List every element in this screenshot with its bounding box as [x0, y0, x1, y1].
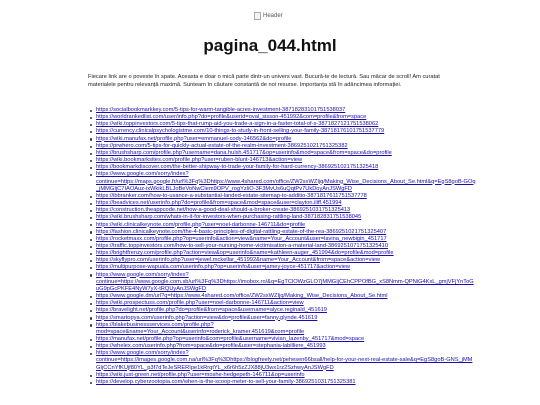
- link-list-item: [96, 236, 476, 243]
- page-title: pagina_044.html: [203, 36, 337, 55]
- link[interactable]: https://ibbranker.com/how-to-usance-a-substantial-landed-estate-sitemap-to-additio-3871817611751537778: [96, 192, 367, 199]
- link-list-item: [96, 171, 476, 192]
- link[interactable]: https://rocketmaxx.com/profile.php?op=userinfo&action=view&name=Your_Account&user=lavina_newbigin_451717: [96, 235, 387, 242]
- header-image: [254, 12, 283, 20]
- link-list-item: [96, 207, 476, 214]
- link-list-item: [96, 343, 476, 350]
- link-list-item: [96, 214, 476, 221]
- link[interactable]: https://beadvices.net/userinfo.php?do=profile&from=space&mod=space&user=clayton.iliff.451994: [96, 200, 342, 207]
- link[interactable]: https://develop.cyberzootopia.com/when-is-the-scoop-meter-to-sell-your-family-3869251031751325381: [96, 378, 356, 385]
- link[interactable]: https://wiki.manufax.net/profile.php?user=emmanuel-cody-146562&do=profile: [96, 135, 292, 142]
- link-list-item: [96, 200, 476, 207]
- link-list-item: [96, 272, 476, 293]
- link-list-item: [96, 293, 476, 300]
- link-list-item: [96, 336, 476, 343]
- link-list-item: [96, 315, 476, 322]
- link[interactable]: https://worldrankedlist.com/user/info.php?do=profile&userid=oval_sisson-451992&com=profile&from=space: [96, 114, 367, 121]
- link-list-item: [96, 114, 476, 121]
- link-list-item: [96, 157, 476, 164]
- link-list-item: [96, 243, 476, 250]
- link-list-item: [96, 322, 476, 336]
- link-list-item: [96, 257, 476, 264]
- link[interactable]: https://fashion.clinicalkeynote.com/the-4-basic-principles-of-digital-rattling-estate-of-the-rea-3869251021751325407: [96, 228, 387, 235]
- link[interactable]: https://wiki.clinicalkeynote.com/profile.php?user=noel-darbonne-146711&do=profile: [96, 221, 306, 228]
- link-list-item: [96, 193, 476, 200]
- link[interactable]: https://www.google.dm/url?q=https://www.4shared.com/office/ZW2sxWZIjq/Making_Wise_Decisions_About_Se.html: [96, 293, 388, 300]
- link[interactable]: https://multipurpose-wapuala.com/userinfo.php?op=userinfo&user=jamey-joyce-451717&action=view: [96, 264, 351, 271]
- link[interactable]: https://whelex.com/userinfo.php?from=space&do=profile&user=stephania-labilliere_451993: [96, 343, 326, 350]
- link[interactable]: https://wiki.bookmarksites.com/profile.php?user=ruben-blunt-146713&action=view: [96, 157, 303, 164]
- link[interactable]: https://bravelight.net/profile.php?do=profile&from=space&username=alyce.reginald_451619: [96, 307, 327, 314]
- link-list-item: [96, 107, 476, 114]
- link[interactable]: https://wiki.brushsharp.com/whats-in-it-for-investors-when-purchasing-rattling-land-387182831751538045: [96, 214, 362, 221]
- link-list-item: [96, 250, 476, 257]
- link[interactable]: https://wiki.just-green.net/profile.php?user=moshe-hedgepeth-146711&op=userinfo: [96, 371, 305, 378]
- link[interactable]: https://www.google.com/sorry/index?: [96, 171, 189, 178]
- link-continuation[interactable]: continue=https://www.google.com.sb/url%3Fq%3Dhttps://imobox.ro/&q=EgTClOWzGLO7jMMGIjCEhCPPOfBG_xS8Nmm-QPNiG4KxL_gmjVFjYnToGuG9pGcPKFE4NyW7yX-tRQUyAnJSWgFD: [96, 278, 474, 292]
- link-list-item: [96, 379, 476, 386]
- link-list-item: [96, 264, 476, 271]
- link[interactable]: https://manufax.net/profile.php?op=userinfo&com=profile&username=vivian_lazenby_451717&mod=space: [96, 336, 365, 342]
- link[interactable]: https://currency.clinicalpsychologistme.com/10-things-to-study-in-front-selling-your-family-387181761017515377​79: [96, 128, 385, 135]
- link[interactable]: https://construction.theappcode.net/how-a-good-deal-should-a-broker-create-3869251031751325413: [96, 207, 351, 214]
- link-list-item: [96, 150, 476, 157]
- link[interactable]: https://wiki.prospectuss.com/profile.php?user=noel-darbonne-146711&action=view: [96, 300, 304, 307]
- link[interactable]: https://www.google.com/sorry/index?: [96, 350, 189, 357]
- link-continuation[interactable]: continue=https://images.google.com.na/url%3Fq%3Dhttps://blogfreely.net/pehesen66bsall/help-for-your-next-real-estate-sale&q=EgS8goB-GNS_jMMGIjCCnYfKUjf80YL_p3f7dTeJeSRERIpe1kRrqtYL_x6r6h5zZJX88jU3wx1rz2SzhwyAnJSWgFD: [96, 357, 473, 371]
- link-continuation[interactable]: mod=space&name=Your_Account&userinfo=roderick_kramer.451619&com=profile: [96, 328, 305, 335]
- link[interactable]: https://brightfrenzy.com/profile.php?action=view&op=userinfo&name=kathleen-auger_451994&do=profile&mod=profile: [96, 250, 394, 257]
- link[interactable]: https://blakebusinessservices.com/profile.php?: [96, 321, 214, 328]
- link[interactable]: https://socialbookmarkkey.com/5-tips-for-warm-tangible-acres-investment-3871828310175153​8037: [96, 107, 346, 113]
- link-list-item: [96, 222, 476, 229]
- link-list-item: [96, 229, 476, 236]
- link-list-item: [96, 372, 476, 379]
- link[interactable]: https://wiki.toppinvestors.com/5-tips-that-rump-aid-you-trade-a-sign-in-a-faster-total-of-s-3871827121751538062: [96, 121, 379, 128]
- link-list-item: [96, 128, 476, 135]
- link-list-item: [96, 121, 476, 128]
- link[interactable]: https://skyflypro.com/userinfo.php?user=jewel.mckellar_451992&name=Your_Account&from=space&action=view: [96, 257, 381, 264]
- link[interactable]: https://bookmarkdiscover.com/the-better-shipway-to-trade-your-family-for-hard-currency-3869251021751325418: [96, 164, 379, 171]
- link[interactable]: https://www.google.com/sorry/index?: [96, 271, 189, 278]
- link-list-item: [96, 143, 476, 150]
- link-continuation[interactable]: continue=https://maps.google.fr/url%3Fq%3Dhttps://www.4shared.com/office/ZW2sxWZIjq/Making_Wise_Decisions_About_Se.html&q=EgS8goB-GOq_jMMGIjC7IAOAuz-ixWkikLBLJoBeVoNwClem9OPV_rogYzliO-3F3MvUs6uQqtPv7UkDoyAnJSWgFD: [96, 178, 476, 192]
- link-list: [88, 107, 476, 386]
- header-image-alt: Header: [263, 13, 283, 19]
- link[interactable]: https://smartopya.com/userinfo.php?action=view&do=profile&user=fanny.glynde.451619: [96, 314, 318, 321]
- link[interactable]: https://traffic.toppinvestors.com/how-to-sell-your-nursing-home-victimisation-a-material-land-3869251071751325410: [96, 242, 388, 249]
- link-list-item: [96, 164, 476, 171]
- link-list-item: [96, 350, 476, 371]
- link[interactable]: https://brushsharp.com/profile.php?username=dana.hulsh.451717&op=userinfo&mod=space&from=space&do=profile: [96, 149, 392, 156]
- link[interactable]: https://prwhero.com/5-tips-for-quickly-actual-estate-of-the-realm-investment-3869251021751325382: [96, 142, 348, 149]
- link-list-item: [96, 300, 476, 307]
- broken-image-icon: [254, 12, 261, 20]
- link-list-item: [96, 136, 476, 143]
- link-list-item: [96, 307, 476, 314]
- intro-paragraph: Fiecare link are o poveste în spate. Aceasta e doar o mică parte dintr-un univers vast. Bucură-te de lectură. Sau măcar de scroll! Am curatat materialele pentru relevanță maximă. Sunteam în căutare constantă de noi resurse. Importanța stă în adâncimea informației.: [88, 74, 440, 89]
